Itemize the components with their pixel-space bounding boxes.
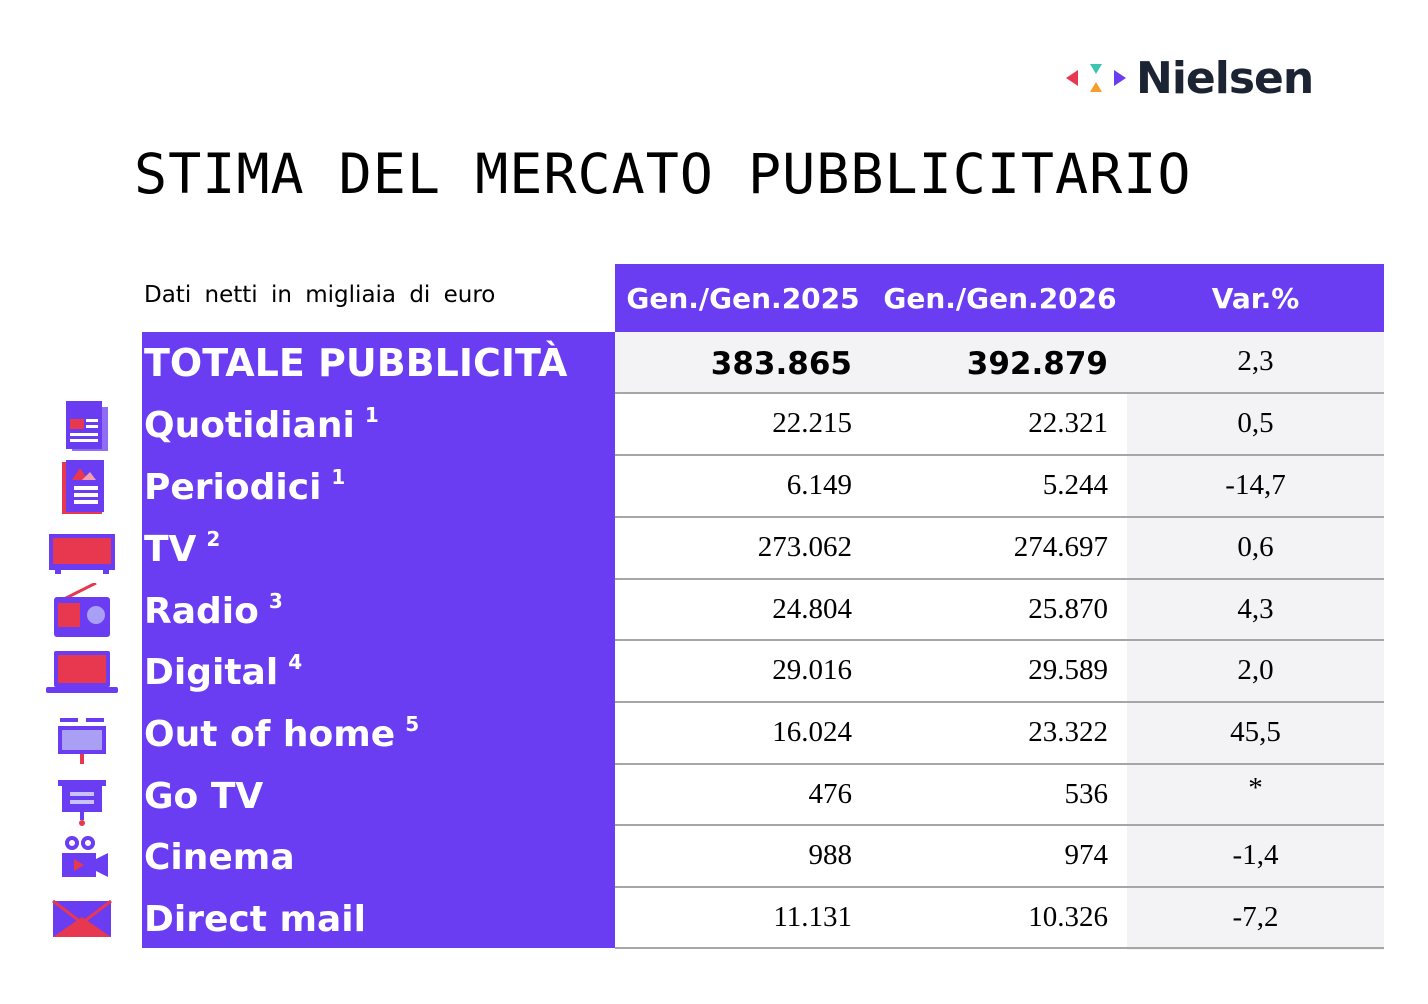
row-label-periodici: Periodici $^1$: [144, 465, 346, 508]
cell-2026: 22.321: [1028, 406, 1108, 439]
video-camera-icon: [44, 826, 120, 888]
cell-var: -14,7: [1225, 468, 1286, 501]
total-2026: 392.879: [966, 346, 1108, 382]
brand-name: Nielsen: [1136, 52, 1314, 104]
cell-var: 4,3: [1237, 592, 1274, 625]
cell-2025: 22.215: [772, 406, 852, 439]
laptop-icon: [44, 641, 120, 703]
cell-2026: 25.870: [1028, 592, 1108, 625]
nielsen-mark-icon: [1064, 58, 1128, 98]
cell-2026: 23.322: [1028, 715, 1108, 748]
magazine-icon: [44, 456, 120, 518]
billboard-icon: [44, 703, 120, 765]
total-var: 2,3: [1237, 344, 1274, 377]
radio-icon: [44, 580, 120, 642]
row-label-quotidiani: Quotidiani $^1$: [144, 403, 379, 446]
cell-2026: 10.326: [1028, 900, 1108, 933]
row-label-tv: TV $^2$: [144, 527, 221, 570]
unit-note: Dati netti in migliaia di euro: [144, 282, 496, 308]
row-label-go-tv: Go TV: [144, 775, 264, 817]
header-var: Var.%: [1211, 281, 1300, 315]
cell-2026: 5.244: [1042, 468, 1108, 501]
cell-var: *: [1248, 771, 1263, 804]
cell-var: 0,6: [1237, 530, 1274, 563]
cell-var: 45,5: [1230, 715, 1281, 748]
cell-2025: 24.804: [772, 592, 852, 625]
cell-2026: 536: [1064, 777, 1108, 810]
row-label-cinema: Cinema: [144, 836, 295, 878]
screen-stand-icon: [44, 765, 120, 827]
cell-var: 0,5: [1237, 406, 1274, 439]
total-2025: 383.865: [710, 346, 852, 382]
row-label-radio: Radio $^3$: [144, 589, 283, 632]
cell-2026: 274.697: [1013, 530, 1108, 563]
cell-var: -7,2: [1232, 900, 1279, 933]
cell-2025: 11.131: [773, 900, 852, 933]
row-label-direct-mail: Direct mail: [144, 898, 366, 940]
cell-2025: 16.024: [772, 715, 852, 748]
page-title: STIMA DEL MERCATO PUBBLICITARIO: [134, 142, 1192, 206]
cell-2025: 29.016: [772, 653, 852, 686]
total-label: TOTALE PUBBLICITÀ: [144, 341, 568, 385]
cell-2025: 988: [808, 838, 852, 871]
cell-var: -1,4: [1232, 838, 1279, 871]
cell-2025: 6.149: [786, 468, 852, 501]
header-2025: Gen./Gen.2025: [626, 281, 860, 315]
row-label-digital: Digital $^4$: [144, 650, 303, 693]
nielsen-logo: [1064, 52, 1313, 104]
newspaper-icon: [44, 394, 120, 456]
header-2026: Gen./Gen.2026: [883, 281, 1117, 315]
row-label-out-of-home: Out of home $^5$: [144, 712, 420, 755]
cell-var: 2,0: [1237, 653, 1274, 686]
cell-2025: 273.062: [757, 530, 852, 563]
cell-2026: 29.589: [1028, 653, 1108, 686]
cell-2025: 476: [808, 777, 852, 810]
cell-2026: 974: [1064, 838, 1108, 871]
envelope-icon: [44, 888, 120, 950]
tv-icon: [44, 518, 120, 580]
